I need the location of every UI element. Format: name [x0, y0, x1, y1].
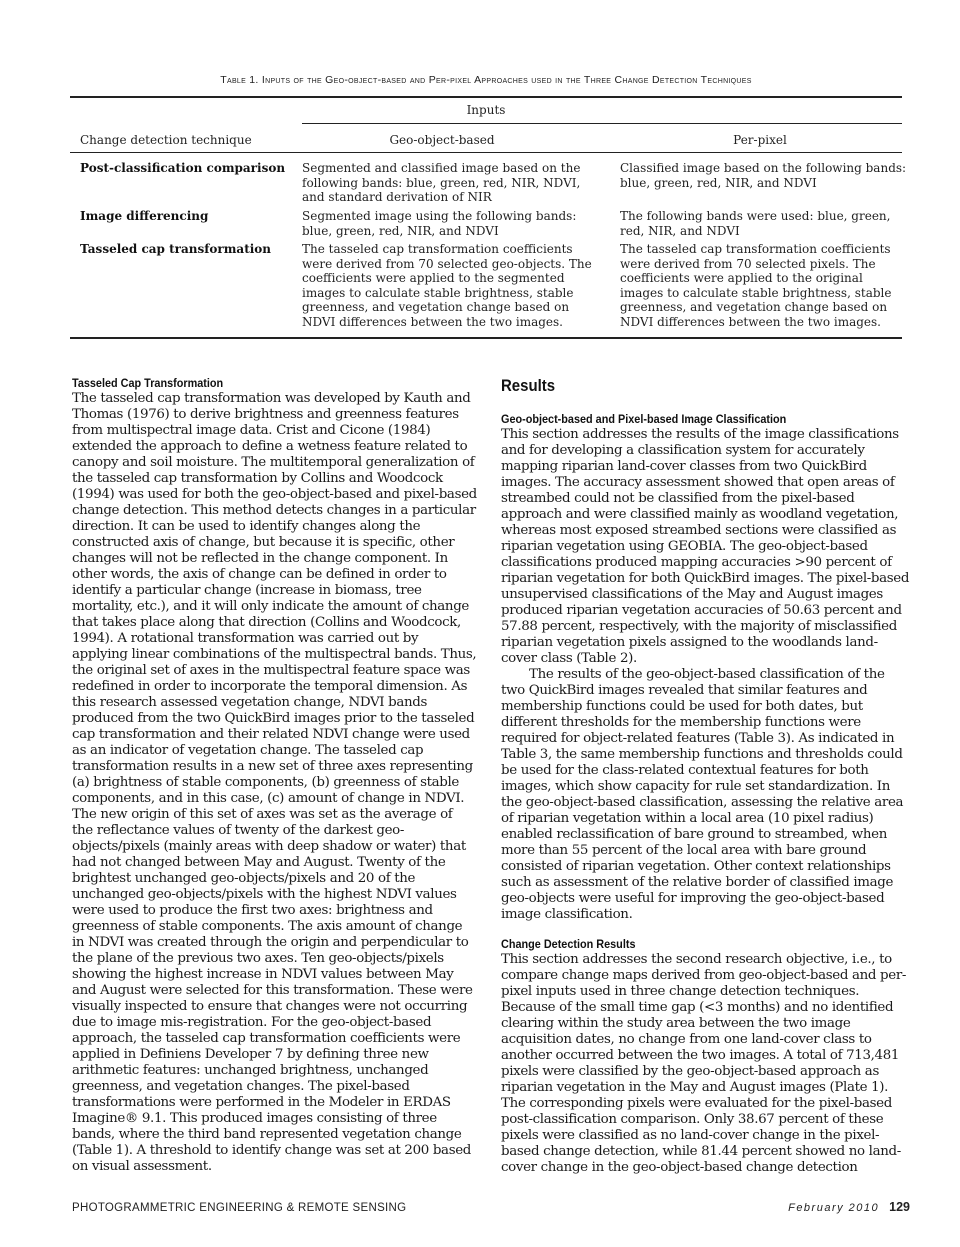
subsection-heading-classification: Geo-object-based and Pixel-based Image Classification [501, 412, 787, 426]
row-pixel-cell: The following bands were used: blue, green, red, NIR, and NDVI [620, 209, 891, 238]
issue-date: February 2010 [788, 1202, 880, 1214]
subsection-heading-change-detection: Change Detection Results [501, 937, 636, 951]
row-technique: Tasseled cap transformation [80, 242, 272, 256]
body-paragraph: The tasseled cap transformation was developed by Kauth and Thomas (1976) to derive brightness and greenness features from multispectral image data. Crist and Cicone (1984) extended the approach to define a wetness feature related to canopy and soil moisture. The multitemporal generalization of the tasseled cap transformation by Collins and Woodcock (1994) was used for both the geo-object-based and pixel-based change detection. This method detects changes in a particular direction. It can be used to identify changes along the constructed axis of change, but because it is specific, other changes will not be reflected in the change component. In other words, the axis of change can be defined in order to identify a particular change (increase in biomass, tree mortality, etc.), and it will only indicate the amount of change that takes place along that direction (Collins and Woodcock, 1994). A rotational transformation was carried out by applying linear combinations of the multispectral bands. Thus, the original set of axes in the multispectral feature space was redefined in order to incorporate the temporal dimension. As this research assessed vegetation change, NDVI bands produced from the two QuickBird images prior to the tasseled cap transformation and their related NDVI change were used as an indicator of vegetation change. The tasseled cap transformation results in a new set of three axes representing (a) brightness of stable components, (b) greenness of stable components, and in this case, (c) amount of change in NDVI. The new origin of this set of axes was set as the average of the reflectance values of twenty of the darkest geo-objects/pixels (mainly areas with deep shadow or water) that had not changed between May and August. Twenty of the brightest unchanged geo-objects/pixels and 20 of the unchanged geo-objects/pixels with the highest NDVI values were used to produce the first two axes: brightness and greenness of stable components. The axis amount of change in NDVI was created through the origin and perpendicular to the plane of the previous two axes. Ten geo-objects/pixels showing the highest increase in NDVI values between May and August were selected for this transformation. These were visually inspected to ensure that changes were not occurring due to image mis-registration. For the geo-object-based approach, the tasseled cap transformation coefficients were applied in Definiens Developer 7 by defining three new arithmetic features: unchanged brightness, unchanged greenness, and vegetation changes. The pixel-based transformations were performed in the Modeler in ERDAS Imagine® 9.1. This produced images consisting of three bands, where the third band represented vegetation change (Table 1). A threshold to identify change was set at 200 based on visual assessment. [72, 391, 477, 1174]
left-column [72, 376, 477, 1175]
body-paragraph: The results of the geo-object-based classification of the two QuickBird images revealed that similar features and membership functions could be used for both dates, but different thresholds for the membership functions were required for object-related features (Table 3). As indicated in Table 3, the same membership functions and thresholds could be used for the class-related contextual features for both images, which show capacity for rule set standardization. In the geo-object-based classification, assessing the relative area of riparian vegetation within a local area (10 pixel radius) enabled reclassification of bare ground to streambed, when more than 55 percent of the local area with bare ground consisted of riparian vegetation. Other context relationships such as assessment of the relative border of classified image geo-objects were useful for improving the geo-object-based image classification. [501, 667, 904, 922]
journal-name: PHOTOGRAMMETRIC ENGINEERING & REMOTE SENSING [72, 1202, 407, 1214]
table-caption: Table 1. Inputs of the Geo-object-based and Per-pixel Approaches used in the Three Change Detection Techniques [220, 74, 752, 86]
right-column [501, 376, 911, 1176]
page-footer [760, 1200, 910, 1214]
header-rule [70, 152, 902, 153]
inputs-underline [302, 123, 902, 124]
page-number: 129 [889, 1200, 910, 1214]
row-technique: Post-classification comparison [80, 161, 286, 175]
inputs-header: Inputs [466, 103, 506, 117]
section-heading-tasseled-cap: Tasseled Cap Transformation [72, 376, 224, 390]
technique-column-header: Change detection technique [80, 133, 252, 147]
row-pixel-cell: The tasseled cap transformation coefficients were derived from 70 selected pixels. The coefficients were applied to the original images to calculate stable brightness, stable greenness, and vegetation change based on NDVI differences between the two images. [620, 242, 892, 329]
row-geo-cell: The tasseled cap transformation coefficients were derived from 70 selected geo-objects. The coefficients were applied to the segmented images to calculate stable brightness, stable greenness, and vegetation change based on NDVI differences between the two images. [302, 242, 592, 329]
table-top-rule [70, 96, 902, 98]
row-technique: Image differencing [80, 209, 209, 223]
table-bottom-rule [70, 337, 902, 339]
section-heading-results: Results [501, 376, 556, 395]
row-pixel-cell: Classified image based on the following bands: blue, green, red, NIR, and NDVI [620, 161, 907, 190]
body-paragraph: This section addresses the second research objective, i.e., to compare change maps derived from geo-object-based and per-pixel inputs used in three change detection techniques. Because of the small time gap (<3 months) and no identified clearing within the study area between the two image acquisition dates, no change from one land-cover class to another occurred between the two images. A total of 713,481 pixels were classified by the geo-object-based approach as riparian vegetation in the May and August images (Plate 1). The corresponding pixels were evaluated for the pixel-based post-classification comparison. Only 38.67 percent of these pixels were classified as no land-cover change in the pixel-based change detection, while 81.44 percent showed no land-cover change in the geo-object-based change detection [501, 952, 907, 1175]
pixel-column-header: Per-pixel [733, 133, 787, 147]
geo-column-header: Geo-object-based [389, 133, 495, 147]
row-geo-cell: Segmented image using the following bands: blue, green, red, NIR, and NDVI [302, 209, 577, 238]
row-geo-cell: Segmented and classified image based on the following bands: blue, green, red, NIR, NDVI, and standard derivation of NIR [302, 161, 581, 205]
body-paragraph: This section addresses the results of the image classifications and for developing a classification system for accurately mapping riparian land-cover classes from two QuickBird images. The accuracy assessment showed that open areas of streambed could not be classified from the pixel-based approach and were classified mainly as woodland vegetation, whereas most exposed streambed sections were classified as riparian vegetation using GEOBIA. The geo-object-based classifications produced mapping accuracies >90 percent of riparian vegetation for both QuickBird images. The pixel-based unsupervised classifications of the May and August images produced riparian vegetation accuracies of 50.63 percent and 57.88 percent, respectively, with the majority of misclassified riparian vegetation pixels assigned to the woodlands land-cover class (Table 2). [501, 427, 910, 666]
